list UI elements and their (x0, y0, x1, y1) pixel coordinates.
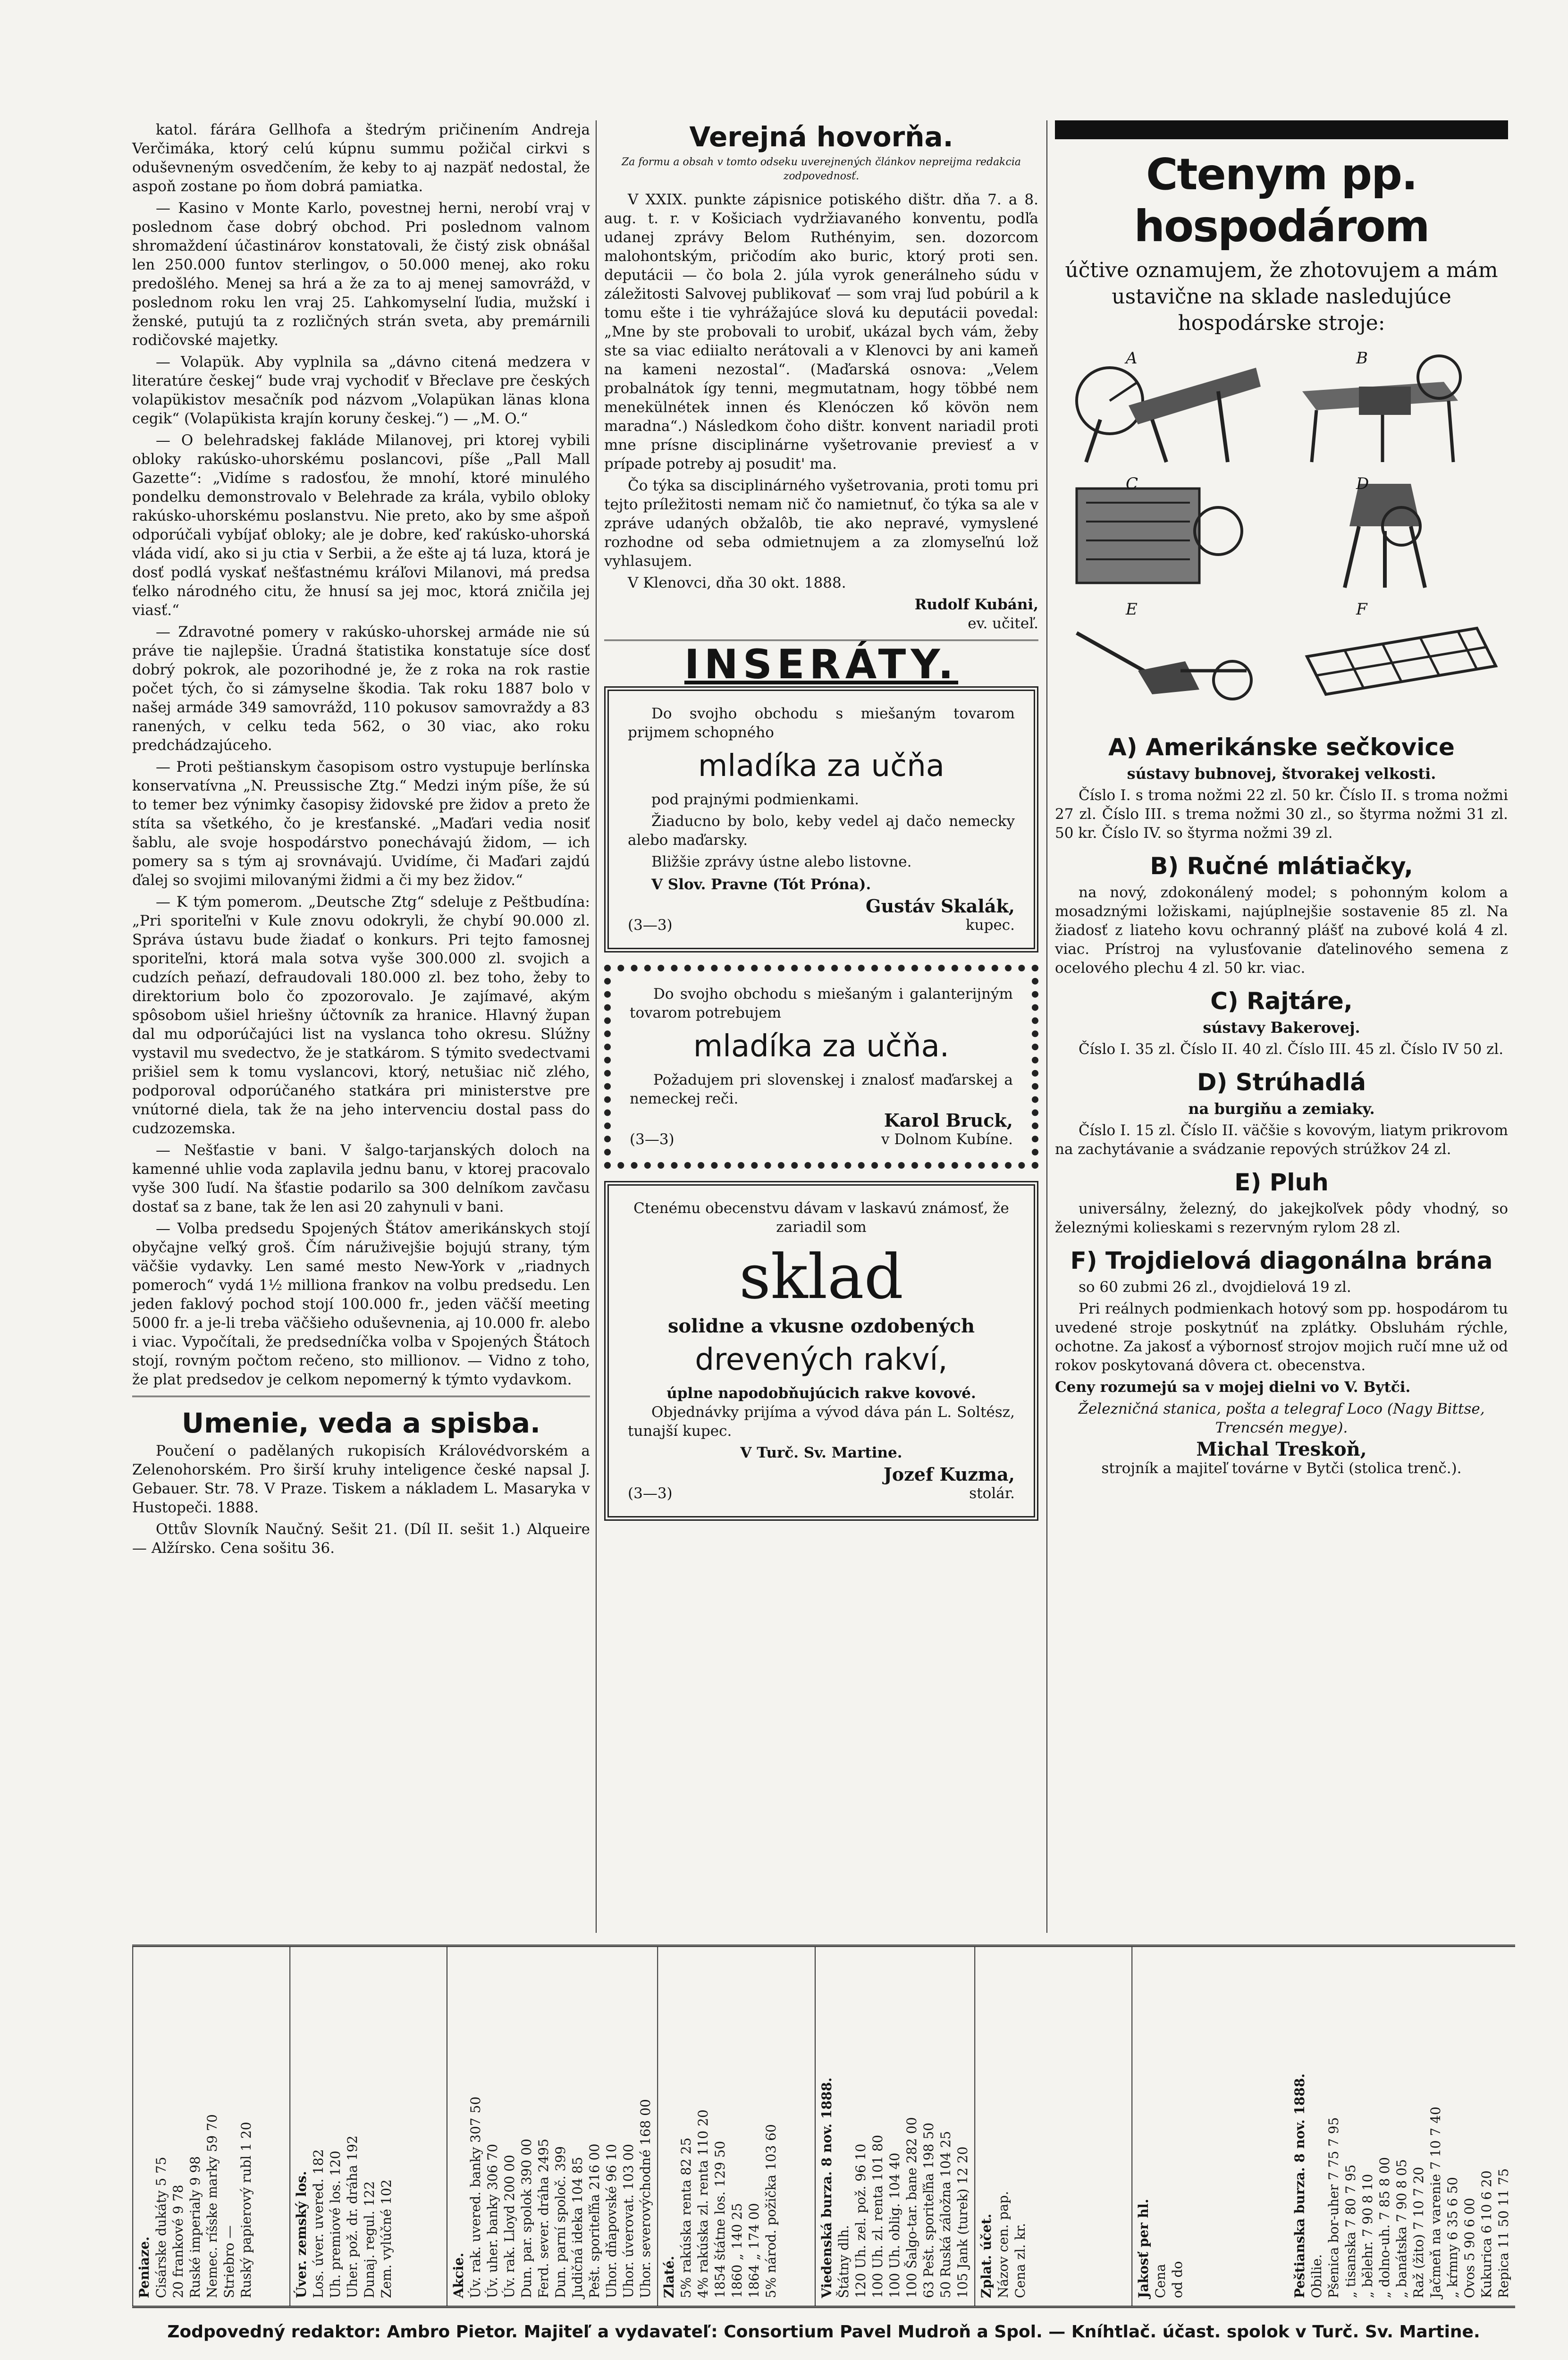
market-row: 20 frankové 9 78 (170, 2184, 186, 2298)
market-row: 63 Pešt. sporiteľňa 198 50 (920, 2123, 936, 2298)
news-paragraph: — K tým pomerom. „Deutsche Ztg“ sdeluje z Peštbudína: „Pri sporiteľni v Kule znovu odokryli, že chybí 90.000 zl. Správa ústavu bude žiadať o konkurs. Pri tejto famosnej sporiteľni, ktorá mala sotva vyše 300.000 zl. svojich a cudzích peňazí, defraudovali 180.000 zl. bez toho, žeby to direktorium bolo čo zpozorovalo. Je zajímavé, akým spôsobom ušiel hriešny účtovník za hranice. Hlavný župan dal mu odporúčajúci list na vyslanca toho okresu. Slúžny vystavil mu svedectvo, že je statkárom. S týmito svedectvami prišiel sem k tomu vyslancovi, ktorý, netušiac nič zlého, podporoval odporúčaného statkára pri ministerstve pre vnútorné diela, tak že na jeho intervenciu dostal pass do cudzozemska. (132, 893, 590, 1137)
ad-advertiser: Jozef Kuzma, (883, 1464, 1015, 1485)
market-table-title: Peniaze. (136, 2236, 152, 2298)
news-paragraph: — Zdravotné pomery v rakúsko-uhorskej armáde nie sú práve tie najlepšie. Úradná štatistika konstatuje síce dosť dobrý pokrok, ale pozorihodné je, že z roka na rok rastie počet tých, čo si zámyselne škodia. Tak roku 1887 bolo v našej armáde 349 samovrážd, 110 pokusov samovraždy a 83 ranených, v celku teda 562, o 30 viac, ako roku predchádzajúceho. (132, 624, 590, 754)
market-row: 50 Ruská záložna 104 25 (937, 2131, 953, 2298)
market-row: Kukurica 6 10 6 20 (1479, 2170, 1495, 2298)
machine-d-illustration (1285, 474, 1508, 592)
machine-label: A (1126, 349, 1138, 368)
product-e (1055, 1167, 1508, 1237)
market-row: Judičná ideka 104 85 (570, 2157, 586, 2298)
market-row: Uher. pož. dr. dráha 192 (345, 2135, 361, 2298)
market-table-title: Zplat. účet. (978, 2213, 994, 2298)
market-row: Dunaj. regul. 122 (362, 2181, 378, 2298)
market-row: „ dolno-uh. 7 85 8 00 (1377, 2157, 1393, 2298)
ad-coffins (604, 1181, 1038, 1521)
market-row: Repica 11 50 11 75 (1496, 2168, 1512, 2298)
product-title: B) Ručné mlátiačky, (1150, 852, 1413, 880)
market-row: Cena (1152, 2264, 1168, 2298)
market-row: 120 Uh. zel. pož. 96 10 (852, 2143, 868, 2298)
forum-paragraph: V XXIX. punkte zápisnice potiského dištr. dňa 7. a 8. aug. t. r. v Košiciach vydržiavaného konventu, podľa udanej zprávy Belom Ruthényim, sen. dozorcom malohontským, pričodím ako buric, ktorý proti sen. deputácii — čo bola 2. júla vyrok generálneho súdu v záležitosti Salvovej publikovať — som vraj ľud pobúril a k tomu ešte i tie vyhrážajúce slová ku deputácii povedal: „Mne by ste probovali to urobiť, ukázal bych vám, žeby ste sa viac ediialto nerátovali a v Klenovci by ani kameň na kameni nezostal“. (Maďarská osnova: „Velem probalnátok így tenni, megmutatnam, hogy többé nem menekülnétek innen és Klenóczen kő kövön nem maradna“.) Následkom čoho dištr. konvent nariadil proti mne prísne disciplinárne vyšetrovanie previesť a v prípade potreby aj posudit' ma. (604, 191, 1038, 472)
market-table (1289, 1947, 1515, 2306)
column-rule (1046, 120, 1047, 1933)
news-paragraph: — Volapük. Aby vyplnila sa „dávno citená medzera v literatúre českej“ bude vraj vychodiť v Břeclave pre českých volapükistov mesačník pod názvom „Volapükan länas klona cegik“ (Volapükista krajín koruny českej.“) — „M. O.“ (132, 354, 590, 427)
market-row: Striebro — (221, 2225, 237, 2298)
market-row: Uhor. úverovat. 103 00 (621, 2144, 637, 2298)
ads-title: INSERÁTY. (684, 641, 959, 688)
product-subtitle: sústavy bubnovej, štvorakej velkosti. (1127, 765, 1436, 783)
market-row: Úv. rak. Lloyd 200 00 (502, 2155, 518, 2298)
market-row: 100 Šalgo-tar. bane 282 00 (903, 2117, 919, 2298)
ad-role: stolár. (969, 1485, 1015, 1502)
market-table (974, 1947, 1131, 2306)
product-text: na nový, zdokonálený model; s pohonným kolom a mosadznými ložiskami, najúplnejšie sostavenie 85 zl. Na žiadosť z liateho kovu ochranný plášť na zubové kolá 4 zl. viac. Prístroj na vylusťovanie ďatelinového semena z ocelového plechu 4 zl. 50 kr. viac. (1055, 884, 1508, 977)
market-row: „ bělehr. 7 90 8 10 (1360, 2174, 1376, 2298)
ad-footer-row (628, 1484, 1015, 1503)
market-table (289, 1947, 447, 2306)
ad-text: pod prajnými podmienkami. (651, 791, 860, 808)
market-row: Uhor. dňapovské 96 10 (604, 2144, 620, 2298)
product-title: D) Strúhadlá (1197, 1069, 1366, 1096)
section-title-culture: Umenie, veda a spisba. (181, 1407, 541, 1439)
newspaper-page (19, 19, 1543, 2355)
ad-subline: úplne napodobňujúcich rakve kovové. (666, 1385, 976, 1402)
product-subtitle: sústavy Bakerovej. (1203, 1019, 1360, 1037)
market-row: Úv. rak. uvered. banky 307 50 (468, 2096, 484, 2298)
ad-text: Bližšie zprávy ústne alebo listovne. (651, 853, 912, 870)
ad-banner (1055, 120, 1508, 139)
section-note: Za formu a obsah v tomto odseku uverejnených článkov nepreijma redakcia zodpovednosť. (622, 156, 1021, 182)
market-row: 100 Uh. oblig. 104 40 (886, 2152, 902, 2298)
machine-b-illustration (1285, 349, 1508, 467)
market-row: 5% rakúska renta 82 25 (678, 2137, 694, 2298)
ad-subline: solidne a vkusne ozdobených (667, 1315, 975, 1337)
ad-count: (3—3) (630, 1131, 674, 1148)
market-row: Štátny dlh. (835, 2225, 851, 2298)
product-text: Číslo I. 35 zl. Číslo II. 40 zl. Číslo III. 45 zl. Číslo IV 50 zl. (1079, 1041, 1504, 1058)
machine-f-illustration (1285, 600, 1508, 718)
market-row: 4% rakúska zl. renta 110 20 (695, 2109, 711, 2298)
market-row: Los. úver. uvered. 182 (311, 2149, 327, 2298)
market-row: Ferd. sever. dráha 2495 (536, 2139, 552, 2298)
ad-text: Žiaducno by bolo, keby vedel aj dačo nemecky alebo maďarsky. (628, 813, 1015, 849)
winnowing-machine-icon (1055, 474, 1278, 592)
closing-text: Pri reálnych podmienkach hotový som pp. hospodárom tu uvedené stroje poskytnúť na zplátky. Obsluhám rýchle, ochotne. Za jakosť a výbornosť strojov mojich ručí mne už od rokov poskytovaná dôvera ct. obecenstva. (1055, 1300, 1508, 1374)
forum-paragraph: V Klenovci, dňa 30 okt. 1888. (628, 574, 846, 591)
machine-label: E (1126, 600, 1138, 619)
machine-label: C (1126, 474, 1138, 493)
market-row: „ tisanska 7 80 7 95 (1343, 2164, 1359, 2298)
market-table-title: Zlaté. (661, 2256, 677, 2298)
harrow-icon (1285, 600, 1508, 718)
ad-place: v Dolnom Kubíne. (881, 1131, 1013, 1148)
product-d (1055, 1067, 1508, 1159)
ad-intro: účtive oznamujem, že zhotovujem a mám ustavične na sklade nasledujúce hospodárske stroje: (1065, 258, 1498, 335)
market-row: „ banátska 7 90 8 05 (1394, 2159, 1410, 2298)
signature-name: Rudolf Kubáni, (914, 596, 1038, 613)
machine-label: D (1356, 474, 1369, 493)
culture-paragraph: Poučení o padělaných rukopisích Královédvorském a Zelenohorském. Pro širší kruhy inteligence české napsal J. Gebauer. Str. 78. V Praze. Tiskem a nákladem L. Masaryka v Hustopeči. 1888. (132, 1442, 590, 1516)
market-row: Pešt. sporiteľňa 216 00 (587, 2143, 603, 2298)
closing-text: Ceny rozumejú sa v mojej dielni vo V. Bytči. (1055, 1379, 1411, 1396)
ad-text: Do svojho obchodu s miešaným tovarom prijmem schopného (628, 705, 1015, 741)
column-machinery-ad (1055, 120, 1508, 1478)
market-row: Cisárske dukáty 5 75 (153, 2157, 169, 2298)
market-row: Dun. parní spoloč. 399 (553, 2146, 569, 2298)
market-row: Pšenica bor-uher 7 75 7 95 (1326, 2117, 1342, 2298)
ad-place: V Slov. Pravne (Tót Próna). (651, 876, 871, 893)
product-b (1055, 851, 1508, 978)
product-text: Číslo I. s troma nožmi 22 zl. 50 kr. Číslo II. s troma nožmi 27 zl. Číslo III. s trema nožmi 30 zl., so štyrma nožmi 31 zl. 50 kr. Číslo IV. so štyrma nožmi 39 zl. (1055, 787, 1508, 842)
threshing-machine-icon (1285, 349, 1508, 467)
market-row: 1854 štátne los. 129 50 (712, 2141, 728, 2298)
ad-role: kupec. (965, 917, 1015, 934)
market-row: 1860 „ 140 25 (729, 2203, 745, 2298)
market-row: Jačmeň na varenie 7 10 7 40 (1428, 2107, 1444, 2298)
ad-text: Požadujem pri slovenskej i znalosť maďarskej a nemeckej reči. (630, 1071, 1013, 1107)
forum-paragraph: Čo týka sa disciplinárného vyšetrovania, proti tomu pri tejto príležitosti nemam nič čo namietnuť, čo týka sa ale v zpráve udaných obžalôb, tie ako nepravé, vymyslené rozhodne od seba odmietnujem a za zlomyseľnú lož vyhlasujem. (604, 477, 1038, 570)
news-paragraph: katol. fárára Gellhofa a štedrým pričinením Andreja Verčimáka, ktorý celú kúpnu summu požičal cirkvi s oduševneným osvedčením, že keby to aj nazpäť nedostal, že aspoň zostane po ňom dobrá pamiatka. (132, 121, 590, 195)
market-row: Zem. vylúčné 102 (379, 2179, 395, 2298)
ad-text: Do svojho obchodu s miešaným i galanterijným tovarom potrebujem (630, 986, 1013, 1021)
ad-apprentice-2 (604, 965, 1038, 1169)
market-row: Úv. uher. banky 306 70 (485, 2144, 501, 2298)
product-text: so 60 zubmi 26 zl., dvojdielová 19 zl. (1079, 1279, 1351, 1296)
plough-icon (1055, 600, 1278, 718)
ad-title: Ctenym pp. hospodárom (1134, 149, 1429, 252)
market-row: Cena zl. kr. (1012, 2223, 1028, 2298)
ad-count: (3—3) (628, 917, 673, 934)
imprint-footer: Zodpovedný redaktor: Ambro Pietor. Majiteľ a vydavateľ: Consortium Pavel Mudroň a Spol. — Kníhtlač. účast. spolok v Turč. Sv. Martine. (167, 2322, 1480, 2342)
news-paragraph: — Kasino v Monte Karlo, povestnej herni, nerobí vraj v poslednom čase dobrý obchod. Pri poslednom valnom shromaždení účastinárov konstatovali, že čistý zisk obnášal len 250.000 funtov sterlingov, o 50.000 menej, ako roku predošlého. Menej sa hrá a že za to aj menej samovrážd, v poslednom roku len vraj 25. Ľahkomyselní ľudia, mužskí i ženské, putujú ta z rozličných strán sveta, aby premárnili rodičovské majetky. (132, 200, 590, 349)
product-text: universálny, železný, do jakejkoľvek pôdy vhodný, so železnými kolieskami s rezervným rylom 28 zl. (1055, 1200, 1508, 1236)
market-row: Obilie. (1309, 2254, 1325, 2298)
market-row: Dun. par. spolok 390 00 (519, 2139, 535, 2298)
market-row: „ kŕmny 6 35 6 50 (1445, 2177, 1461, 2298)
machine-illustrations (1055, 349, 1508, 718)
market-table-title: Peštianska burza. 8 nov. 1888. (1292, 2073, 1308, 2298)
news-paragraph: — Proti peštianskym časopisom ostro vystupuje berlínska konservatívna „N. Preussische Ztg.“ Medzi iným píše, že sú to temer bez výnimky časopisy židovské pre židov a preto že stíta sa všetkého, čo je kresťanské. „Maďari vedia nosiť šablu, ale svoje hospodárstvo ponechávajú židom, — ich pomery sa s tým aj srovnávajú. Uvidíme, či Maďari zajdú ďalej so svojimi milovanými židmi a či my bez židov.“ (132, 759, 590, 889)
ad-advertiser: Karol Bruck, (884, 1110, 1013, 1131)
ad-footer-row (628, 916, 1015, 935)
ad-text: Ctenému obecenstvu dávam v laskavú známosť, že zariadil som (633, 1200, 1009, 1236)
column-forum (604, 120, 1038, 1533)
market-row: Uh. premiové los. 120 (328, 2150, 344, 2298)
ad-text: V Turč. Sv. Martine. (740, 1444, 902, 1461)
section-divider (132, 1396, 590, 1397)
ad-headline: mladíka za učňa. (693, 1029, 950, 1064)
market-row: Raž (žito) 7 10 7 20 (1411, 2166, 1427, 2298)
ad-big-word: sklad (739, 1241, 903, 1313)
ad-headline: drevených rakví, (695, 1342, 948, 1377)
section-title-forum: Verejná hovorňa. (689, 121, 953, 153)
machine-e-illustration (1055, 600, 1278, 718)
machine-label: B (1356, 349, 1368, 368)
market-table-title: Viedenská burza. 8 nov. 1888. (818, 2077, 835, 2298)
market-table (657, 1947, 814, 2306)
market-table-title: Úver. zemský los. (294, 2171, 310, 2298)
product-title: E) Pluh (1234, 1169, 1329, 1196)
market-table (447, 1947, 657, 2306)
product-subtitle: na burgiňu a zemiaky. (1188, 1100, 1375, 1118)
signature-title: ev. učiteľ. (968, 615, 1038, 632)
market-row: Ruské imperialy 9 98 (187, 2156, 203, 2298)
product-f (1055, 1246, 1508, 1297)
closing-text: Železničná stanica, pošta a telegraf Loco (Nagy Bittse, Trencsén megye). (1078, 1400, 1485, 1436)
signature-role: strojník a majiteľ továrne v Bytči (stolica trenč.). (1101, 1460, 1462, 1477)
news-paragraph: — Volba predsedu Spojených Štátov amerikánskych stojí obyčajne veľký groš. Čím náruživejšie bojujú strany, tým väčšie vydavky. Len samé mesto New-York v „riadnych pomeroch“ vydá 1½ milliona frankov na volbu predsedu. Len jeden faklový pochod stojí 100.000 fr., jeden väčší meeting 5000 fr. a je-li treba väčšieho oduševnenia, aj 10.000 fr. alebo i viac. Vypočítali, že predsedníčka volba v Spojených Štátoch stojí, rovným počtom rečeno, sto millionov. — Vidno z toho, že plat predsedov je celkom nepomerný k týmto vydavkom. (132, 1220, 590, 1388)
product-a (1055, 732, 1508, 843)
market-row: Ruský papierový rubl 1 20 (238, 2122, 254, 2298)
ad-advertiser: Gustáv Skalák, (866, 895, 1015, 917)
market-table (132, 1947, 289, 2306)
machine-label: F (1356, 600, 1367, 619)
market-tables (132, 1945, 1515, 2308)
machine-a-illustration (1055, 349, 1278, 467)
market-row: 100 Uh. zl. renta 101 80 (869, 2134, 885, 2298)
product-title: C) Rajtáre, (1210, 987, 1353, 1015)
market-row: Ovos 5 90 6 00 (1462, 2198, 1478, 2298)
market-row: 105 Jank (turek) 12 20 (954, 2146, 970, 2298)
column-news (132, 120, 590, 1560)
machine-c-illustration (1055, 474, 1278, 592)
chaff-cutter-icon (1055, 349, 1278, 467)
ad-apprentice-1 (604, 686, 1038, 952)
ad-text: Objednávky prijíma a vývod dáva pán L. Soltész, tunajší kupec. (628, 1404, 1015, 1440)
market-row: 1864 „ 174 00 (746, 2203, 762, 2298)
market-row: od do (1169, 2261, 1185, 2298)
market-table-title: Akcie. (451, 2252, 467, 2298)
culture-paragraph: Ottův Slovník Naučný. Sešit 21. (Díl II. sešit 1.) Alqueire — Alžírsko. Cena sošitu 36. (132, 1521, 590, 1557)
product-c (1055, 986, 1508, 1059)
ad-headline: mladíka za učňa (698, 749, 944, 784)
market-table (815, 1947, 974, 2306)
market-row: 5% národ. požička 103 60 (763, 2124, 779, 2298)
ad-count: (3—3) (628, 1485, 673, 1502)
market-table-title: Jakosť per hl. (1135, 2199, 1151, 2298)
news-paragraph: — O belehradskej fakláde Milanovej, pri ktorej vybili obloky rakúsko-uhorskému poslancovi, píše „Pall Mall Gazette“: „Vidíme s radosťou, že mnohí, ktoré minulého pondelku demonstrovalo v Belehrade za krála, vybilo obloky rakúsko-uhorskému poslanstvu. Nie preto, ako by sme ašpoň odporúčali vybíjať obloky; ale je dobre, keď rakúsko-uhorská vláda vidí, ako si ju ctia v Serbii, a že ešte aj tá luza, ktorá je dosť podlá vyskať nešťastnému kráľovi Milanovi, má predsa ťelko národného citu, že hnusí sa jej moc, ktorá zničila jej viasť.“ (132, 432, 590, 619)
market-row: Nemec. ríšske marky 59 70 (204, 2114, 220, 2298)
product-text: Číslo I. 15 zl. Číslo II. väčšie s kovovým, liatym prikrovom na zachytávanie a svádzanie repových strúžkov 24 zl. (1055, 1122, 1508, 1158)
product-title: F) Trojdielová diagonálna brána (1070, 1247, 1493, 1274)
signature-name: Michal Treskoň, (1196, 1438, 1367, 1460)
market-row: Názov cen. pap. (995, 2191, 1011, 2298)
product-title: A) Amerikánske sečkovice (1108, 733, 1455, 761)
ad-footer-row (630, 1130, 1013, 1149)
market-row: Uhor. severovýchodné 168 00 (638, 2099, 654, 2298)
column-rule (596, 120, 597, 1933)
root-grater-icon (1285, 474, 1508, 592)
market-table (1131, 1947, 1289, 2306)
news-paragraph: — Nešťastie v bani. V šalgo-tarjanských doloch na kamenné uhlie voda zaplavila jednu banu, v ktorej pracovalo vyše 300 ľudí. Na šťastie podarilo sa 300 delníkom zavčasu dostať sa z bane, tak že len asi 20 zahynuli v bani. (132, 1142, 590, 1215)
